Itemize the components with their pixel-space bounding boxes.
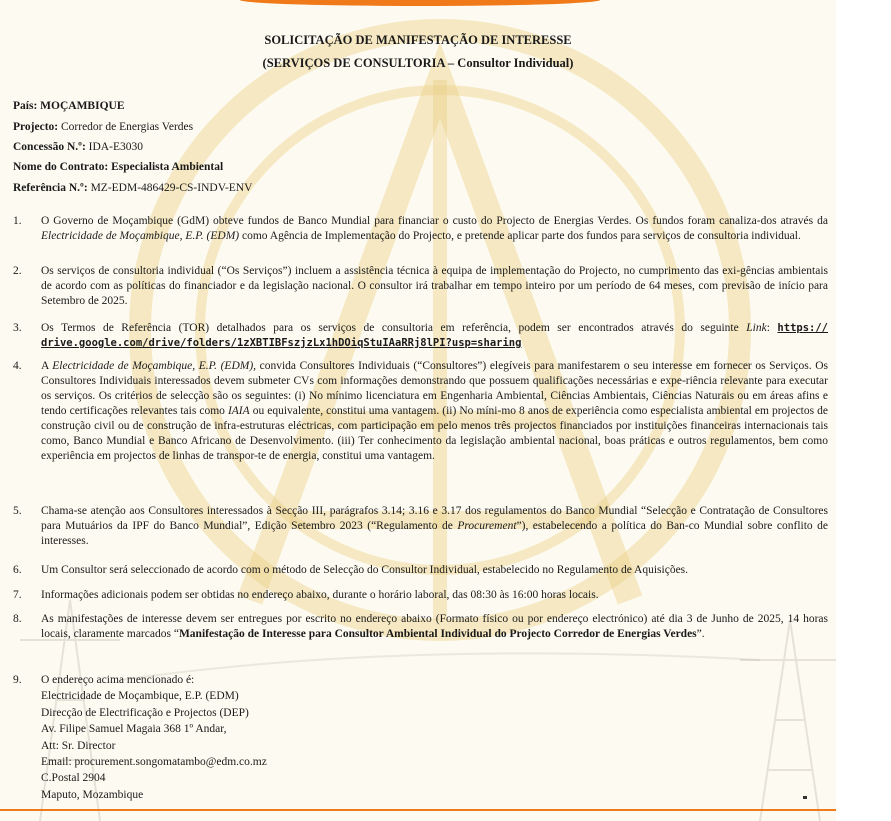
- document-page: SOLICITAÇÃO DE MANIFESTAÇÃO DE INTERESSE (SERVIÇOS DE CONSULTORIA – Consultor Individual) País: MOÇAMBIQUE Projecto: Corredor de Energias Verdes Concessão N.º: IDA-E3030 Nome do Contrato: Especialista Ambiental Referência N.º: MZ-EDM-486429-CS-INDV-ENV 1. O Governo de Moçambique (GdM) obteve fundos de Banco Mundial para financiar o custo do Projecto de Energias Verdes. Os fundos foram canaliza-dos através da Electricidade de Moçambique, E.P. (EDM) como Agência de Implementação do Projecto, e pretende aplicar parte dos fundos para serviços de consultoria individual. 2. Os serviços de consultoria individual (“Os Serviços”) incluem a assistência técnica à equipa de implementação do Projecto, no cumprimento das exi-gências ambientais de acordo com as políticas do financiador e da legislação nacional. O consultor irá trabalhar em tempo inteiro por um período de 64 meses, com previsão de início para Setembro de 2025. 3. Os Termos de Referência (TOR) detalhados para os serviços de consultoria em referência, podem ser encontrados através do seguinte Link: https:// drive.google.com/drive/folders/1zXBTIBFszjzLx1hDOiqStuIAaRRj8lPI?usp=sharing 4. A Electricidade de Moçambique, E.P. (EDM), convida Consultores Individuais (“Consultores”) elegíveis para manifestarem o seu interesse em fornecer os Serviços. Os Consultores Individuais interessados devem submeter CVs com informações demonstrando que possuem qualificações necessárias e expe-riência relevante para executar os serviços. Os critérios de selecção são os seguintes: (i) No mínimo licenciatura em Engenharia Ambiental, Ciências Ambientais, Ciências Naturais ou em áreas afins e tendo certificações relevantes tais como IAIA ou equivalente, constitui uma vantagem. (ii) No míni-mo 8 anos de experiência como especialista ambiental em projectos de construção civil ou de construção de infra-estruturas eléctricas, com participação em pelo menos três projectos financiados por instituições financeiras internacionais tais como, Banco Mundial e Banco Africano de Desenvolvimento. (iii) Ter conhecimento da legislação ambiental nacional, boas práticas e outros regulamentos, bem como experiência em projectos de linhas de transpor-te de energia, constitui uma vantagem. 5. Chama-se atenção aos Consultores interessados à Secção III, parágrafos 3.14; 3.16 e 3.17 dos regulamentos do Banco Mundial “Selecção e Contratação de Consultores para Mutuários da IPF do Banco Mundial”, Edição Setembro 2023 (“Regulamento de Procurement”), estabelecendo a política do Ban-co Mundial sobre conflito de interesses. 6. Um Consultor será seleccionado de acordo com o método de Selecção do Consultor Individual, estabelecido no Regulamento de Aquisições. 7. Informações adicionais podem ser obtidas no endereço abaixo, durante o horário laboral, das 08:30 às 16:00 horas locais. 8. As manifestações de interesse devem ser entregues por escrito no endereço abaixo (Formato físico ou por endereço electrónico) até dia 3 de Junho de 2025, 14 horas locais, claramente marcados “Manifestação de Interesse para Consultor Ambiental Individual do Projecto Corredor de Energias Verdes”. 9. O endereço acima mencionado é: Electricidade de Moçambique, E.P. (EDM) Direcção de Electrificação e Projectos (DEP) Av. Filipe Samuel Magaia 368 1º Andar, Att: Sr. Director Email: procurement.songomatambo@edm.co.mz C.Postal 2904 Maputo, Mozambique: [0, 0, 836, 821]
- meta-concessao: Concessão N.º: IDA-E3030: [13, 141, 143, 153]
- address-line: Att: Sr. Director: [41, 739, 116, 752]
- footer-rule: [0, 809, 836, 811]
- doc-title-line1: SOLICITAÇÃO DE MANIFESTAÇÃO DE INTERESSE: [264, 33, 572, 47]
- tor-link[interactable]: https:// drive.google.com/drive/folders/1zXBTIBFszjzLx1hDOiqStuIAaRRj8lPI?usp=sharing: [41, 322, 828, 349]
- address-line: Direcção de Electrificação e Projectos (DEP): [41, 706, 249, 719]
- address-line: Maputo, Mozambique: [41, 788, 144, 801]
- meta-projecto: Projecto: Corredor de Energias Verdes: [13, 121, 194, 133]
- page-mark: [803, 796, 807, 799]
- address-email[interactable]: Email: procurement.songomatambo@edm.co.mz: [41, 756, 267, 769]
- meta-contrato: Nome do Contrato: Especialista Ambiental: [13, 161, 224, 173]
- meta-referencia: Referência N.º: MZ-EDM-486429-CS-INDV-ENV: [13, 182, 253, 194]
- meta-pais: País: MOÇAMBIQUE: [13, 100, 125, 112]
- address-line: Electricidade de Moçambique, E.P. (EDM): [41, 690, 239, 703]
- address-intro: O endereço acima mencionado é:: [41, 674, 195, 686]
- viewer-margin: [836, 0, 891, 821]
- address-line: C.Postal 2904: [41, 772, 106, 785]
- address-line: Av. Filipe Samuel Magaia 368 1º Andar,: [41, 723, 227, 736]
- doc-title-line2: (SERVIÇOS DE CONSULTORIA – Consultor Individual): [262, 56, 574, 70]
